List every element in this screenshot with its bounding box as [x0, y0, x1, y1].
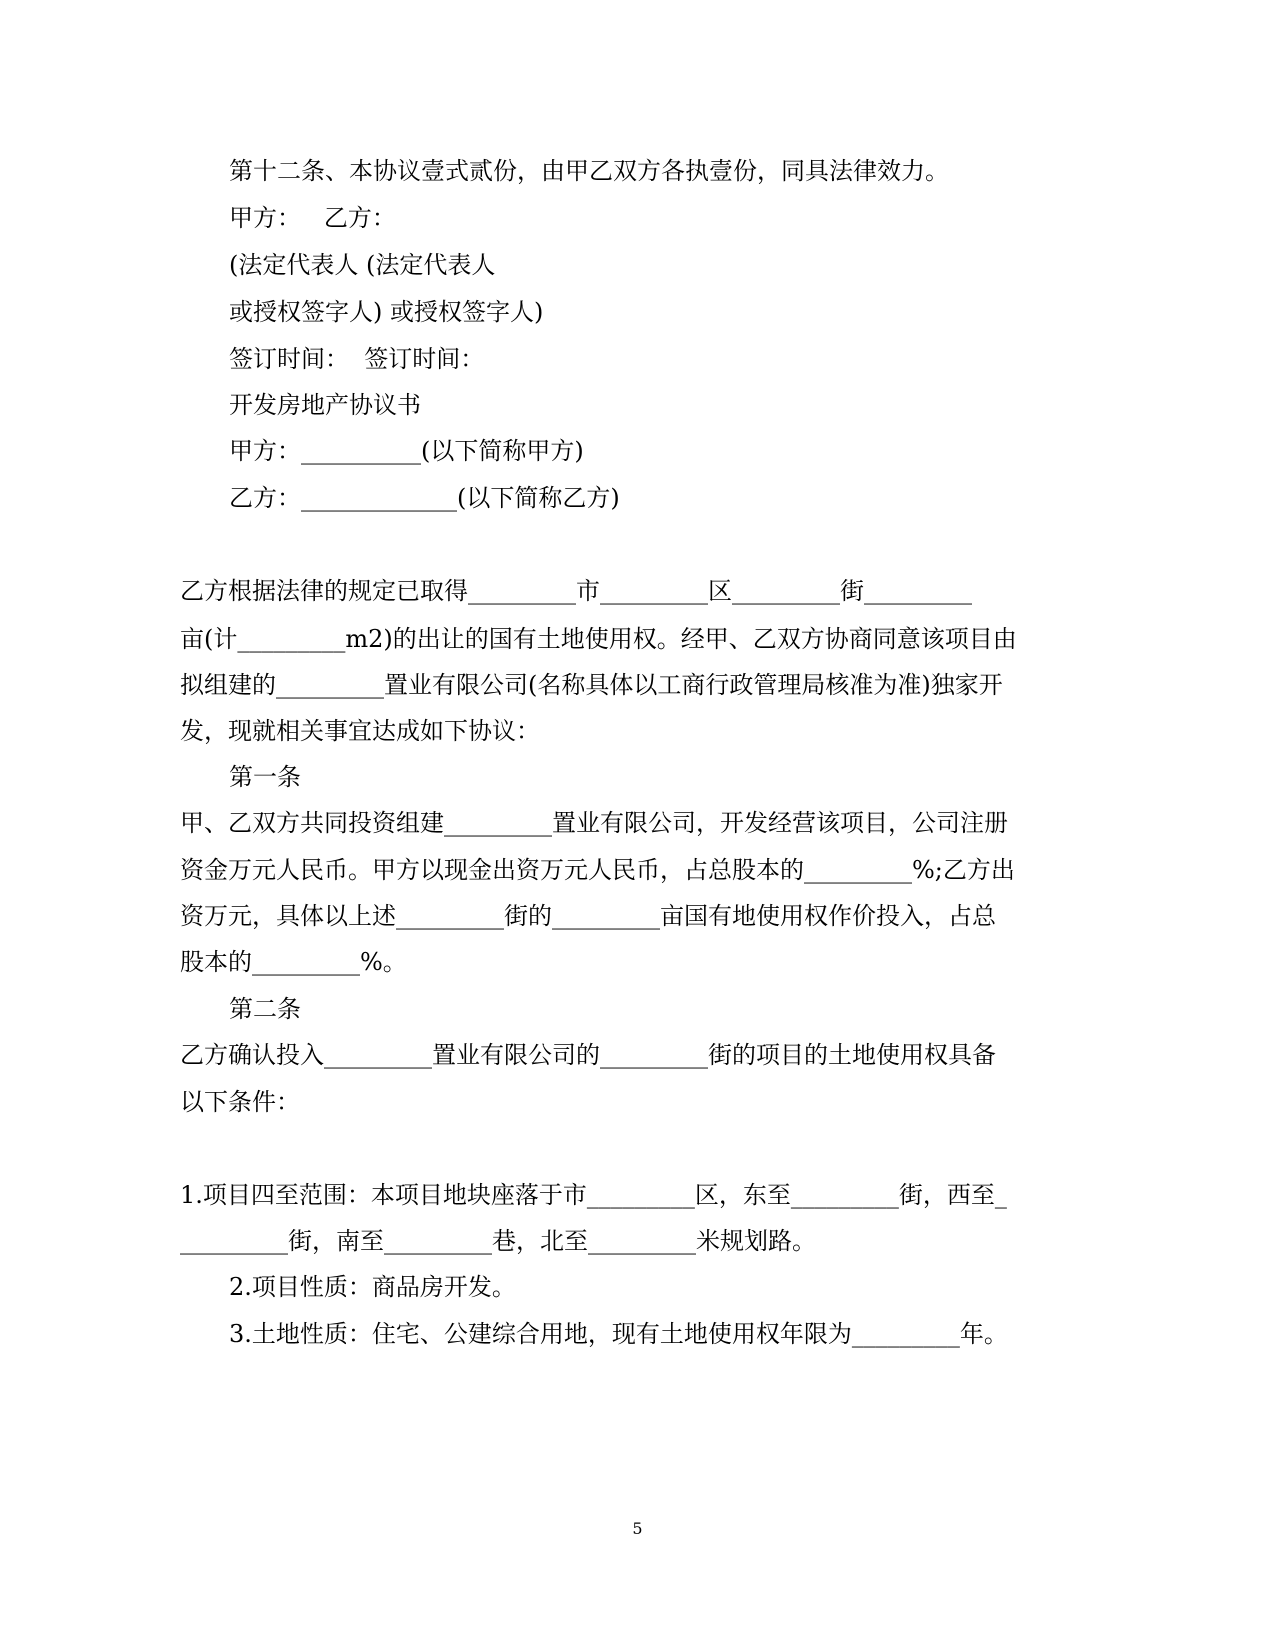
- article-1-line-1: 甲、乙双方共同投资组建_________置业有限公司，开发经营该项目，公司注册: [180, 809, 1008, 837]
- condition-1-line-1: 1.项目四至范围：本项目地块座落于市_________区，东至_________街，西至_: [180, 1181, 1007, 1209]
- article-1-line-4: 股本的_________%。: [180, 948, 407, 976]
- article-1-line-3: 资万元，具体以上述_________街的_________亩国有地使用权作价投入，占总: [180, 902, 996, 930]
- article-1-line-2: 资金万元人民币。甲方以现金出资万元人民币，占总股本的_________%;乙方出: [180, 856, 1015, 884]
- signature-party-labels: 甲方： 乙方：: [229, 204, 396, 232]
- article-2-line-1: 乙方确认投入_________置业有限公司的_________街的项目的土地使用权具备: [180, 1041, 996, 1069]
- condition-2: 2.项目性质：商品房开发。: [229, 1273, 516, 1301]
- authorized-signatory-labels: 或授权签字人) 或授权签字人): [229, 298, 544, 326]
- condition-1-line-2: _________街，南至_________巷，北至_________米规划路。: [180, 1227, 816, 1255]
- page-number: 5: [632, 1519, 643, 1538]
- intro-paragraph-line-4: 发，现就相关事宜达成如下协议：: [180, 717, 540, 745]
- party-a-line: 甲方：__________(以下简称甲方): [229, 437, 584, 465]
- article-2-line-2: 以下条件：: [180, 1088, 300, 1116]
- intro-paragraph-line-2: 亩(计_________m2)的出让的国有土地使用权。经甲、乙双方协商同意该项目由: [180, 625, 1017, 653]
- party-b-line: 乙方：_____________(以下简称乙方): [229, 484, 620, 512]
- legal-representative-labels: (法定代表人 (法定代表人: [229, 251, 496, 279]
- condition-3: 3.土地性质：住宅、公建综合用地，现有土地使用权年限为_________年。: [229, 1320, 1008, 1348]
- article-1-heading: 第一条: [229, 763, 301, 791]
- signing-date-labels: 签订时间： 签订时间：: [229, 345, 485, 373]
- intro-paragraph-line-1: 乙方根据法律的规定已取得_________市_________区_________街_________: [180, 577, 972, 605]
- intro-paragraph-line-3: 拟组建的_________置业有限公司(名称具体以工商行政管理局核准为准)独家开: [180, 671, 1003, 699]
- article-2-heading: 第二条: [229, 995, 301, 1023]
- agreement-title: 开发房地产协议书: [229, 391, 421, 419]
- clause-12-text: 第十二条、本协议壹式贰份，由甲乙双方各执壹份，同具法律效力。: [229, 157, 949, 185]
